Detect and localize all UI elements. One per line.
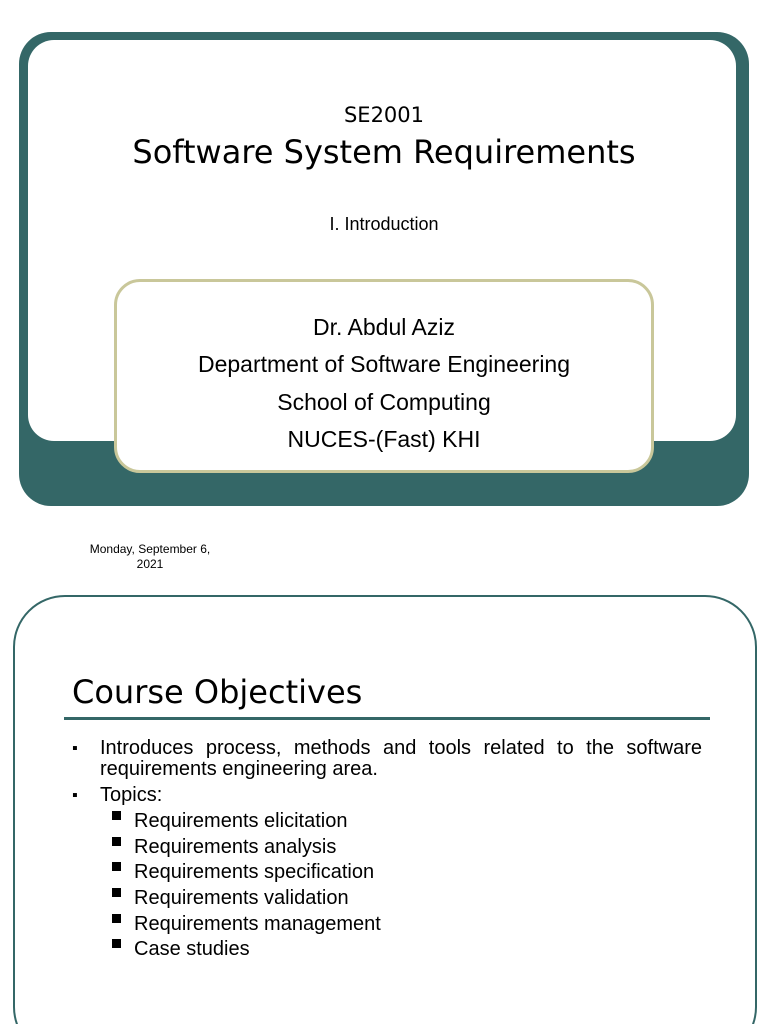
square-bullet-icon — [112, 914, 121, 923]
bullet-icon: ▪ — [72, 787, 78, 804]
topic-item — [112, 835, 381, 861]
bullet-text: Topics: — [100, 784, 163, 806]
topic-text: Requirements specification — [134, 861, 375, 884]
topic-text: Requirements management — [134, 912, 381, 935]
topic-text: Requirements validation — [134, 887, 349, 910]
topic-item — [112, 912, 381, 938]
bullet-text: Introduces process, methods and tools related to the software requirements engineering area. — [100, 737, 702, 780]
bullet-icon: ▪ — [72, 740, 78, 757]
square-bullet-icon — [112, 939, 121, 948]
section-label: I. Introduction — [329, 214, 439, 234]
topic-text: Requirements elicitation — [134, 810, 348, 832]
square-bullet-icon — [112, 811, 121, 820]
topics-list — [112, 809, 381, 963]
topic-item — [112, 860, 381, 886]
topic-item — [112, 886, 381, 912]
presenter-institution: NUCES-(Fast) KHI — [287, 426, 481, 452]
topic-text: Case studies — [134, 938, 250, 961]
presenter-info-box — [114, 279, 654, 473]
square-bullet-icon — [112, 888, 121, 897]
topic-item — [112, 937, 381, 963]
presenter-department: Department of Software Engineering — [197, 351, 571, 377]
course-code: SE2001 — [343, 103, 425, 127]
topic-item — [112, 809, 381, 835]
square-bullet-icon — [112, 862, 121, 871]
course-title: Software System Requirements — [132, 133, 636, 171]
presenter-school: School of Computing — [277, 389, 491, 415]
topic-text: Requirements analysis — [134, 835, 337, 858]
objectives-heading: Course Objectives — [72, 673, 363, 711]
square-bullet-icon — [112, 837, 121, 846]
presenter-name: Dr. Abdul Aziz — [313, 314, 455, 340]
heading-divider — [64, 717, 710, 720]
slide-date: Monday, September 6, 2021 — [89, 542, 211, 571]
